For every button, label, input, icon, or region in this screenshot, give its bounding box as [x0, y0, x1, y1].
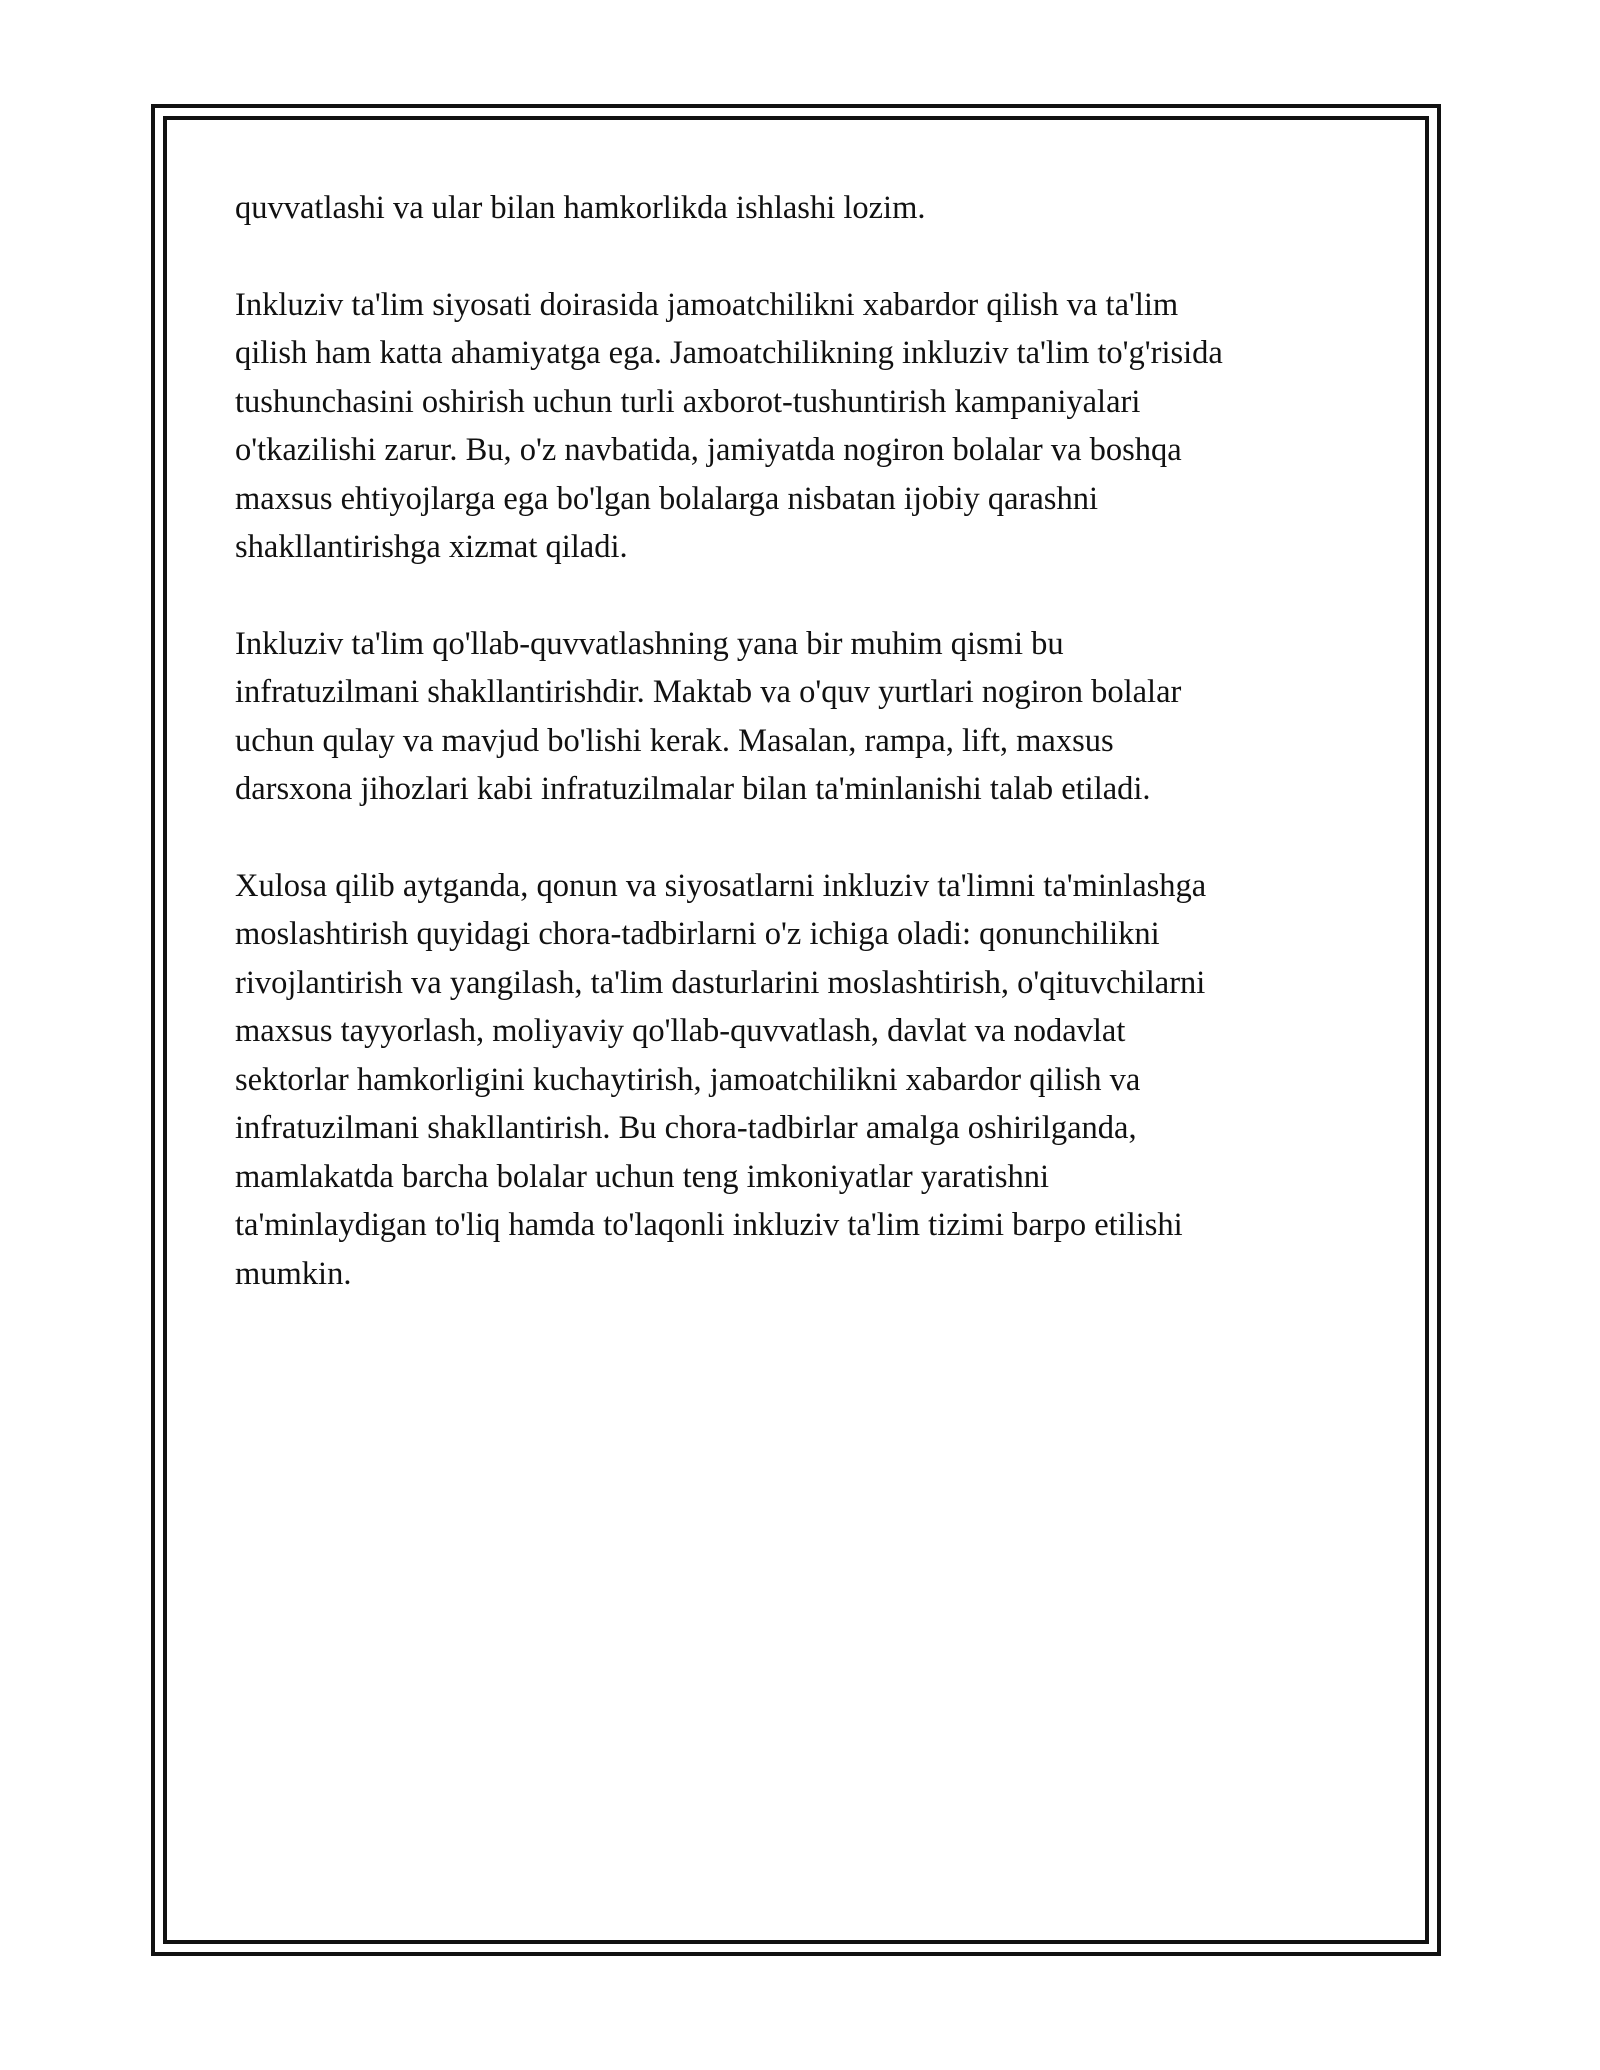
paragraph-infrastructure: Inkluziv ta'lim qo'llab-quvvatlashning yana bir muhim qismi bu infratuzilmani shakllantirishdir. Maktab va o'quv yurtlari nogiron bolalar uchun qulay va mavjud bo'lishi kerak. Masalan, rampa, lift, maxsus darsxona jihozlari kabi infratuzilmalar bilan ta'minlanishi talab etiladi.	[235, 625, 1182, 807]
paragraph-continuation: quvvatlashi va ular bilan hamkorlikda ishlashi lozim.	[235, 190, 926, 226]
document-body	[235, 184, 1355, 1346]
paragraph-conclusion: Xulosa qilib aytganda, qonun va siyosatlarni inkluziv ta'limni ta'minlashga moslashtirish quyidagi chora-tadbirlarni o'z ichiga oladi: qonunchilikni rivojlantirish va yangilash, ta'lim dasturlarini moslashtirish, o'qituvchilarni maxsus tayyorlash, moliyaviy qo'llab-quvvatlash, davlat va nodavlat sektorlar hamkorligini kuchaytirish, jamoatchilikni xabardor qilish va infratuzilmani shakllantirish. Bu chora-tadbirlar amalga oshirilganda, mamlakatda barcha bolalar uchun teng imkoniyatlar yaratishni ta'minlaydigan to'liq hamda to'laqonli inkluziv ta'lim tizimi barpo etilishi mumkin.	[235, 867, 1207, 1292]
paragraph-public-awareness: Inkluziv ta'lim siyosati doirasida jamoatchilikni xabardor qilish va ta'lim qilish ham katta ahamiyatga ega. Jamoatchilikning inkluziv ta'lim to'g'risida tushunchasini oshirish uchun turli axborot-tushuntirish kampaniyalari o'tkazilishi zarur. Bu, o'z navbatida, jamiyatda nogiron bolalar va boshqa maxsus ehtiyojlarga ega bo'lgan bolalarga nisbatan ijobiy qarashni shakllantirishga xizmat qiladi.	[235, 286, 1223, 565]
